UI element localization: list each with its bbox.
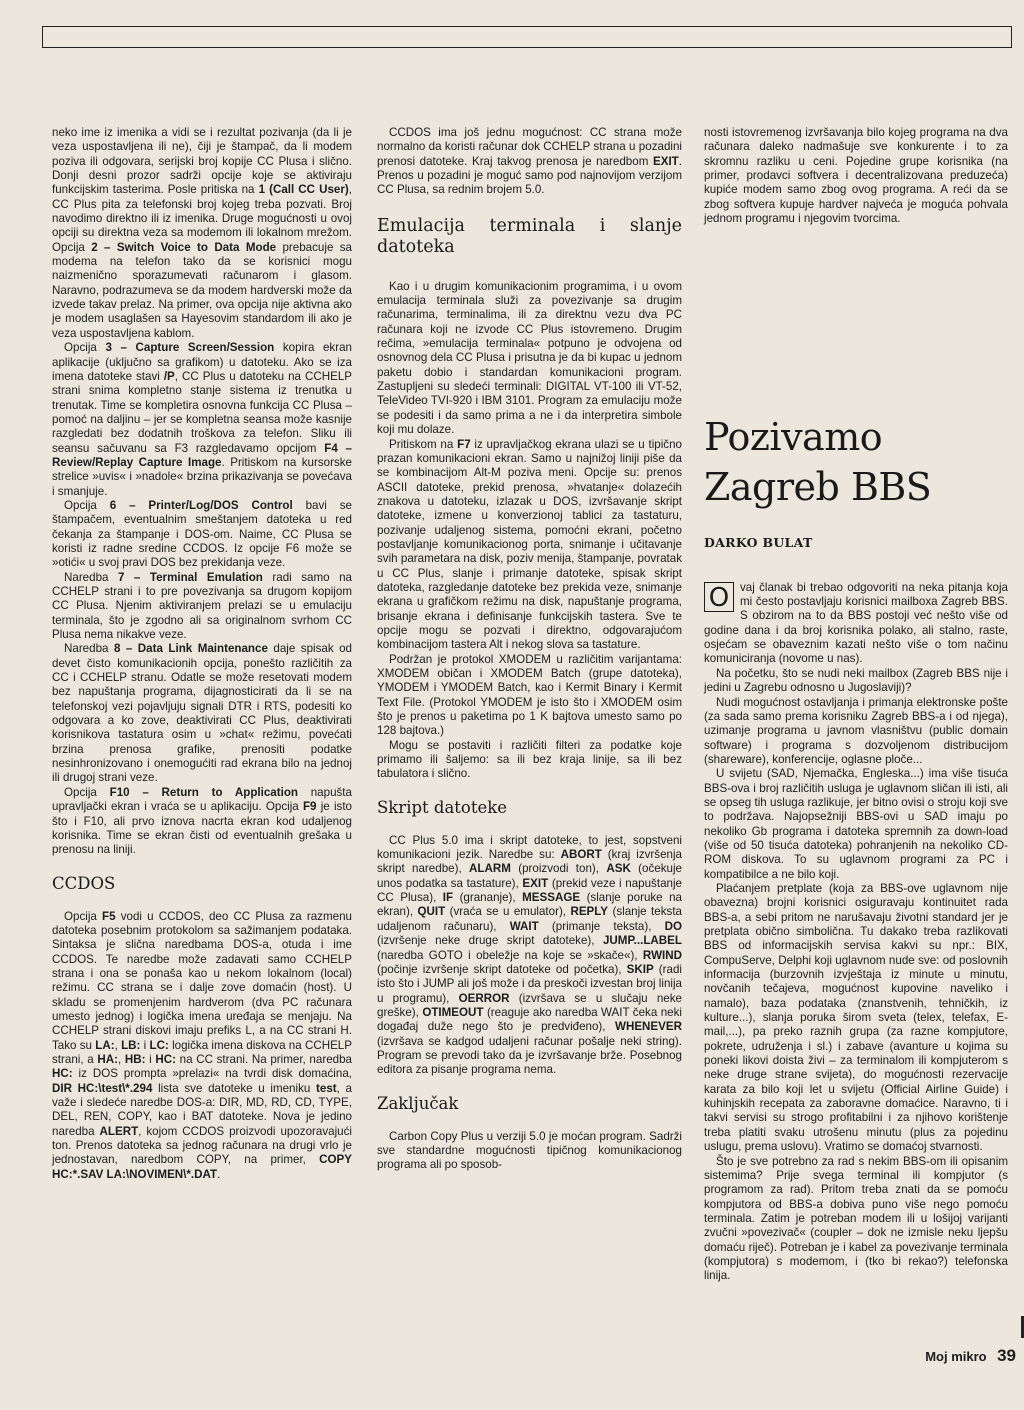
bold-term: F5 [102,909,116,923]
section-heading-script: Skript datoteke [377,797,508,817]
bold-term: OTIMEOUT [422,1005,484,1019]
bold-term: 1 (Call CC User) [258,183,349,197]
bold-term: SKIP [626,962,654,976]
bold-term: QUIT [417,905,446,919]
paragraph: Podržan je protokol XMODEM u različitim varijantama: XMODEM običan i XMODEM Batch (grupe datoteka), YMODEM i YMODEM Batch, kao i Kermit Binary i Kermit Text File. (Protokol YMODEM je isto što i XMODEM osim što je prenos u paketima po 1 K bajtova umesto samo po 128 bajtova.) [377,652,682,738]
paragraph: Plaćanjem pretplate (koja za BBS-ove uglavnom nije obavezna) brojni korisnici osiguravaju kontinuitet rada BBS-a, a sebi pritom ne narušavaju životni standard jer je pretplata obično simbolična. Tu dakako treba razlikovati BBS od informacijskih servisa kakvi su npr.: BIX, CompuServe, Delphi koji uglavnom nude sve: od poslovnih informacija (burzovnih izvještaja iz minute u minutu, novčanih tečajeva, mogućnost kupovine naveliko i namalo), baza podataka (znanstvenih, tehničkih, iz kulture...), slanja poruka širom sveta (telex, telefax, E-mail,...), pa preko raznih grupa (za razne kompjutore, pokrete, udruženja i sl.) i zabave (avanture u kojima su poneki likovi doista živi – za terminalom ili kompjuterom s neke druge strane svijeta), do mogućnosti rezervacije karata za bilo koji let u svijetu (Official Airline Guide) i kuhinjskih recepata za zaboravne domaćice. Naravno, ti i takvi servisi su strogo profitabilni i za njihovo korištenje treba platiti svaku utrošenu minutu (plus za pojedinu uslugu, prema uslovu). Vratimo se domaćoj stvarnosti. [704,881,1008,1154]
paragraph: CCDOS ima još jednu mogućnost: CC strana može normalno da koristi računar dok CCHELP strana u pozadini prenosi datoteke. Kraj takvog prenosa je naredbom EXIT. Prenos u pozadini je moguć samo pod najnovijom verzijom CC Plusa, sa rednim brojem 5.0. [377,126,682,197]
section-heading-conclusion: Zaključak [377,1093,459,1113]
paragraph: Naredba 7 – Terminal Emulation radi samo na CCHELP strani i to pre povezivanja sa drugom kopijom CC Plusa. Njenim aktiviranjem prelazi se u emulaciju terminala, što je zgodno ali sa originalnom svrhom CC Plusa nema nikakve veze. [52,570,352,642]
bold-term: IF [442,891,454,905]
paragraph: Opcija F5 vodi u CCDOS, deo CC Plusa za razmenu datoteka posebnim protokolom sa sažimanjem podataka. Sintaksa je slična naredbama DOS-a, otuda i ime CCDOS. Te naredbe može zadavati samo CCHELP strana i ona se ponaša kao u nekom lokalnom (local) režimu. CC strana se i dalje zove domaćin (host). U skladu se promenjenim hardverom (dva PC računara umesto jednog) i logička imena uređaja se menjaju. Na CCHELP strani diskovi imaju prefiks L, a na CC strani H. Tako su LA:, LB: i LC: logička imena diskova na CCHELP strani, a HA:, HB: i HC: na CC strani. Na primer, naredba HC: iz DOS prompta »prelazi« na tvrdi disk domaćina, DIR HC:\test\*.294 lista sve datoteke u imeniku test, a važe i sledeće naredbe DOS-a: DIR, MD, RD, CD, TYPE, DEL, REN, COPY, kao i BAT datoteke. Nova je jedino naredba ALERT, kojom CCDOS proizvodi upozoravajući ton. Prenos datoteka sa jednog računara na drugi vrlo je jednostavan, naredbom COPY, na primer, COPY HC:*.SAV LA:\NOVIMEN\*.DAT. [52,909,352,1181]
drop-cap: O [704,582,734,612]
paragraph: Nudi mogućnost ostavljanja i primanja elektronske pošte (za sada samo prema korisniku Zagreb BBS-a i od njega), uzimanje programa u javnom vlasništvu (public domain software) i programa s dozvoljenom distribucijom (shareware), konferencije, oglasne ploče... [704,695,1008,766]
bold-term: ABORT [560,848,602,862]
bold-term: F4 – Review/Replay Capture Image [52,441,353,469]
bold-term: REPLY [570,905,609,919]
bold-term: test [316,1081,337,1095]
bold-term: COPY HC:*.SAV LA:\NOVIMEN\*.DAT [52,1153,352,1181]
magazine-name: Moj mikro [925,1349,987,1364]
paragraph: Kao i u drugim komunikacionim programima, i u ovom emulacija terminala služi za povezivanje sa drugim računarima, terminalima, ili za direktnu vezu dva PC računara koji ne izvode CC Plus istovremeno. Drugim rečima, »emulacija terminala« potpuno je odvojena od osnovnog dela CC Plusa i prisutna je da bi kupac u jednom paketu dobio i standardan komunikacioni program. Zastupljeni su sledeći terminali: DIGITAL VT-100 ili VT-52, TeleVideo TVI-920 i IBM 3101. Program za emulaciju može se podesiti i da samo prima a ne i da interpretira simbole koji mu dolaze. [377,279,682,437]
paragraph: U svijetu (SAD, Njemačka, Engleska...) ima više tisuća BBS-ova i broj različitih usluga je uglavnom sličan ili isti, ali se opseg tih usluga razlikuje, jer bitno ovisi o stroju koji sve to podržava. Najopsežniji BBS-ovi u SAD imaju po nekoliko Gb programa i datoteka spremnih za down-load (više od 50 tisuća datoteka) pohranjenih na nekoliko CD-ROM diskova. To su uglavnom programi za PC i kompatibilce a ne bilo koji. [704,767,1008,881]
bold-term: F7 [457,437,471,451]
bold-term: DIR HC:\test\*.294 [52,1081,153,1095]
bold-term: 8 – Data Link Maintenance [113,642,268,656]
bold-term: ALERT [99,1124,139,1138]
bold-term: WAIT [509,919,539,933]
section-heading-emulation: Emulacija terminala i slanje datoteka [377,215,682,257]
bold-term: 6 – Printer/Log/DOS Control [109,498,293,512]
paragraph: nosti istovremenog izvršavanja bilo kojeg programa na dva računara daleko nadmašuje sve konkurente i to za skromnu razliku u ceni. Pojedine grupe korisnika (na primer, prodavci softvera i decentralizovana preduzeća) kupiće modem samo zbog ovog programa. A reći da se zbog softvera kupuje hardver najveća je moguća pohvala jednom programu i njegovim tvorcima. [704,126,1008,226]
paragraph: Opcija 3 – Capture Screen/Session kopira ekran aplikacije (uključno sa grafikom) u datoteku. Ako se iza imena datoteke stavi /P, CC Plus u datoteku na CCHELP strani snima kompletno stanje sistema iz trenutka u trenutak. Time se kompletira osnovna funkcija CC Plusa – pomoć na daljinu – jer se kompletna seansa može kasnije razgledati bez dodatnih troškova za telefon. Sliku ili seansu sačuvanu sa F3 razgledavamo opcijom F4 – Review/Replay Capture Image. Pritiskom na kursorske strelice »uvis« i »nadole« brzina prikazivanja se povećava i smanjuje. [52,341,353,498]
bold-term: 2 – Switch Voice to Data Mode [91,240,277,254]
bold-term: LC: [149,1038,169,1052]
paragraph: neko ime iz imenika a vidi se i rezultat pozivanja (da li je veza uspostavljena ili ne), čiji je štampač, da li modem poziva ili odgovara, serijski broj kopije CC Plusa i slično. Donji desni prozor sadrži opcije koje se aktiviraju funkcijskim tasterima. Posle pritiska na 1 (Call CC User), CC Plus pita za telefonski broj kojeg treba pozvati. Broj navodimo direktno ili iz imenika. Druge mogućnosti u ovoj opciji su direktna veza sa modemom ili lokalnom mrežom. Opcija 2 – Switch Voice to Data Mode prebacuje sa modema na telefon tako da se korisnici mogu naizmenično sporazumevati računarom i glasom. Naravno, podrazumeva se da modem hardverski može da izvede takav prelaz. Na primer, ova opcija nije aktivna ako je modem usaglašen sa Hayesovim standardom ili ako je veza uspostavljena kablom. [52,126,353,340]
bold-term: 3 – Capture Screen/Session [105,341,275,355]
bold-term: HC: [52,1067,73,1081]
paragraph: Pritiskom na F7 iz upravljačkog ekrana ulazi se u tipično prazan komunikacioni ekran. Samo u najnižoj liniji piše da se kombinacijom Alt-M poziva meni. Opcije su: prenos ASCII datoteke, prekid prenosa, »hvatanje« dolazećih znakova u datoteku, izlazak u DOS, izvršavanje skript datoteke, izmene u konverzionoj tablici za tastaturu, pozivanje udaljenog sistema, pomoćni ekrani, početno postavljanje komunikacionog porta, snimanje i učitavanje svih parametara na disk, poziv menija, štampanje, povratak u CC Plus, slanje i primanje datoteke, spisak skript datoteka, razgledanje datoteke bez prekida veze, snimanje ekrana u grafičkom režimu na disk, napuštanje programa, brisanje ekrana i definisanje funkcijskih tastera. Sve te opcije mogu se pozvati i direktno, odgovarajućom kombinacijom tastera Alt i nekog slova sa tastature. [377,437,682,652]
section-heading-ccdos: CCDOS [52,873,116,893]
bold-term: DO [664,919,682,933]
bold-term: ALARM [469,862,511,876]
paragraph: Naredba 8 – Data Link Maintenance daje spisak od devet čisto komunikacionih opcija, ponešto različitih za CC i CCHELP stranu. Odatle se može resetovati modem bez napuštanja programa, dijagnosticirati da li se na telefonskoj vezi pojavljuju signali DTR i RTS, podesiti ko odgovara a ko zove, deaktivirati CC Plus, deaktivirati korisnikova tastatura osim u »chat« režimu, povećati brzina prenosa grafike, prenositi podatke nesinhronizovano i onemogućiti rad ekrana bilo na jednoj ili drugoj strani veze. [52,642,353,785]
paragraph: Opcija 6 – Printer/Log/DOS Control bavi se štampačem, eventualnim smeštanjem datoteka u red čekanja za štampanje i DOS-om. Naime, CC Plusa se koristi iz radne sredine CCDOS. Iz opcije F6 može se »otići« u svoj pravi DOS bez prekidanja veze. [52,498,352,570]
column-1 [52,126,352,1182]
bold-term: OERROR [458,991,510,1005]
bold-term: RWIND [642,948,682,962]
top-frame [42,26,1012,48]
bold-term: F9 [302,800,317,814]
page-footer [925,1346,1016,1366]
bold-term: MESSAGE [522,891,581,905]
page-number: 39 [997,1346,1016,1365]
article-headline [704,412,1008,512]
bold-term: HB: [124,1052,146,1066]
lead-paragraph [704,581,1008,667]
bold-term: EXIT [522,876,549,890]
column-3 [704,126,1008,1284]
paragraph: Što je sve potrebno za rad s nekim BBS-om ili opisanim sistemima? Prije svega terminal ili kompjutor (s programom za rad). Pritom treba znati da se pomoću kompjutora od BBS-a dobiva puno više nego pomoću terminala. Zatim je potreban modem ili u lošijoj varijanti zvučni »povezivač« (coupler – dok ne izmisle neku ljepšu domaću riječ). Potreban je i kabel za povezivanje terminala (kompjutora) s modemom, i (tko bi rekao?) telefonska linija. [704,1154,1008,1283]
bold-term: 7 – Terminal Emulation [117,570,263,584]
bold-term: WHENEVER [615,1020,682,1034]
bold-term: HC: [155,1052,176,1066]
bold-term: /P [163,369,175,383]
paragraph: Carbon Copy Plus u verziji 5.0 je moćan program. Sadrži sve standardne mogućnosti tipičnog komunikacionog programa ali po sposob- [377,1129,682,1172]
bold-term: F10 – Return to Application [109,785,298,799]
bold-term: JUMP...LABEL [602,934,682,948]
bold-term: ASK [606,862,631,876]
bold-term: LB: [121,1038,141,1052]
paragraph: Mogu se postaviti i različiti filteri za podatke koje primamo ili šaljemo: sa ili bez kraja linije, sa ili bez tabulatora i slično. [377,738,682,781]
paragraph: Opcija F10 – Return to Application napušta upravljački ekran i vraća se u aplikaciju. Opcija F9 je isto što i F10, ali prvo iznova nacrta ekran kod udaljenog korisnika. Time se ekran čisti od eventualnih grešaka u prenosu na liniji. [52,785,352,857]
headline-line-1: Pozivamo [704,415,883,460]
paragraph: CC Plus 5.0 ima i skript datoteke, to jest, sopstveni komunikacioni jezik. Naredbe su: ABORT (kraj izvršenja skript naredbe), ALARM (proizvodi ton), ASK (očekuje unos podatka sa tastature), EXIT (prekid veze i napuštanje CC Plusa), IF (grananje), MESSAGE (slanje poruke na ekran), QUIT (vraća se u emulator), REPLY (slanje teksta udaljenom računaru), WAIT (primanje teksta), DO (izvršenje neke druge skript datoteke), JUMP...LABEL (naredba GOTO i obeležje na koje se »skače«), RWIND (počinje izvršenje skript datoteke od početka), SKIP (radi isto što i JUMP ali još može i da preskoči izvestan broj linija u programu), OERROR (izvršava se u slučaju neke greške), OTIMEOUT (reaguje ako naredba WAIT čeka neki događaj duže nego što je predviđeno), WHENEVER (izvršava se kadgod udaljeni računar pošalje neki string). Program se prevodi tako da je izvršavanje brže. Posebnog editora za pisanje programa nema. [377,833,683,1077]
column-2 [377,126,682,1173]
author-byline: DARKO BULAT [704,535,813,551]
bold-term: EXIT [652,154,679,168]
bold-term: HA: [97,1052,118,1066]
paragraph: Na početku, što se nudi neki mailbox (Zagreb BBS nije i jedini u Zagrebu odnosno u Jugoslaviji)? [704,666,1008,695]
lead-text: vaj članak bi trebao odgovoriti na neka pitanja koja mi često postavljaju korisnici mailboxa Zagreb BBS. S obzirom na to da BBS postoji već nešto više od godine dana i da broj korisnika polako, ali stalno, raste, osjećam se obaveznim kazati nešto više o tom načinu komuniciranja (novome u nas). [704,580,1008,666]
headline-line-2: Zagreb BBS [704,465,932,510]
bold-term: LA: [95,1038,115,1052]
